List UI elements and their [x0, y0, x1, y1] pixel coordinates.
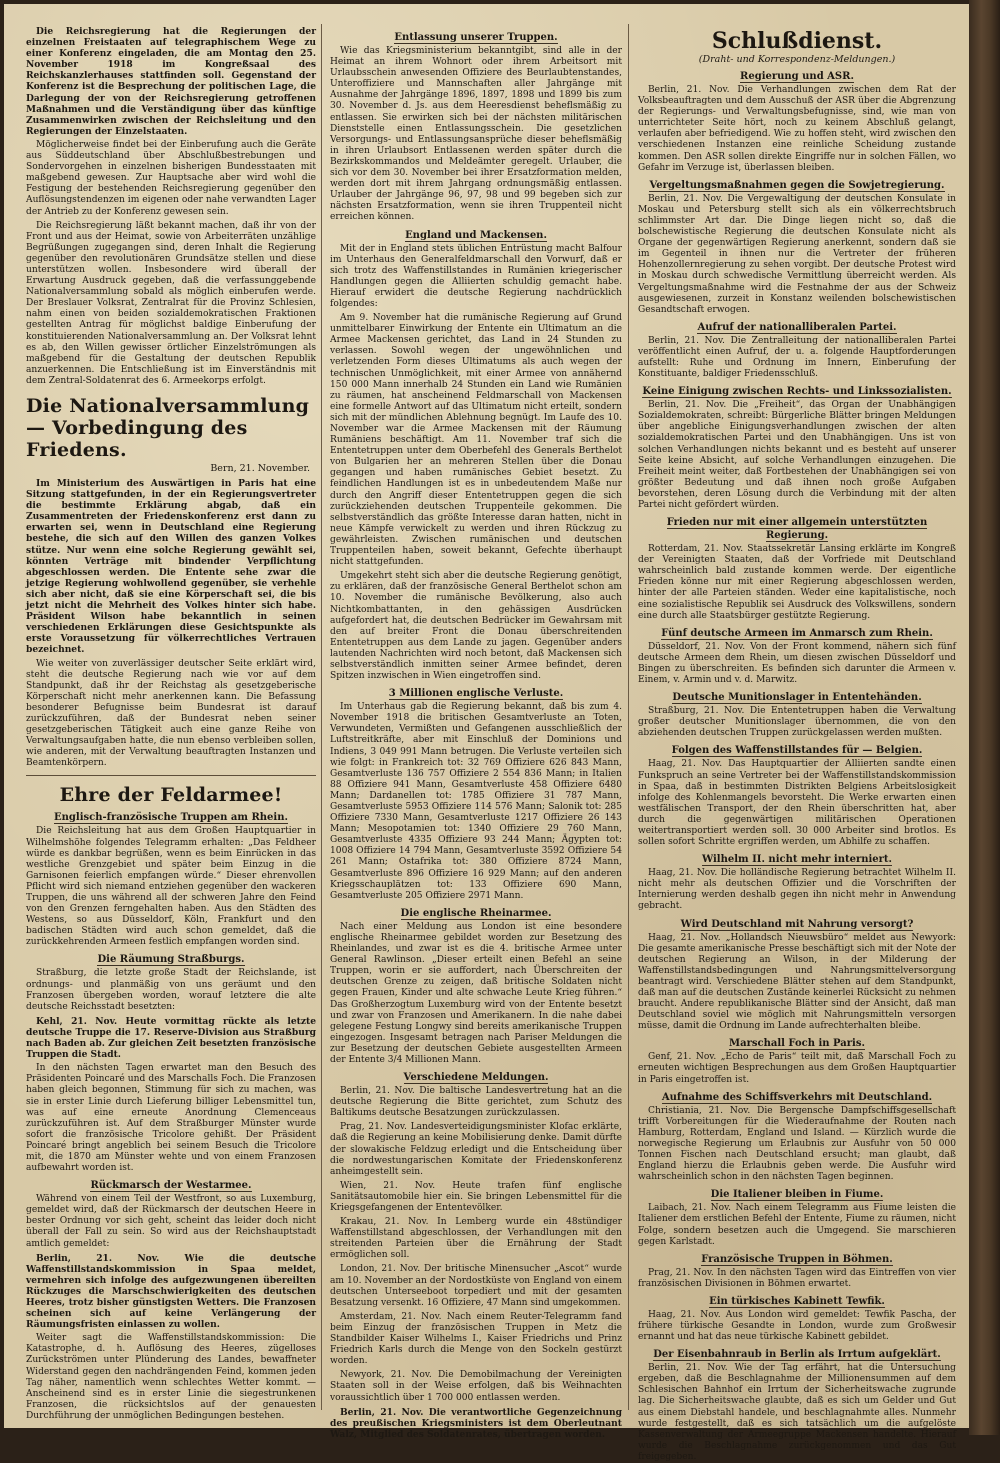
subhead: Verschiedene Meldungen.	[403, 1072, 549, 1084]
news-item-headline: Keine Einigung zwischen Rechts- und Linkssozialisten.	[642, 386, 952, 398]
subhead: Die englische Rheinarmee.	[400, 907, 552, 919]
news-item-headline: Fünf deutsche Armeen im Anmarsch zum Rhein.	[661, 627, 933, 639]
paragraph: Wie das Kriegsministerium bekanntgibt, sind alle in der Heimat an ihrem Wohnort oder ihrem Arbeitsort mit Urlaubsschein anwesenden Offiziere des Beurlaubtenstandes, Unteroffiziere und Mannschaften aller Jahrgänge mit Ausnahme der Jahrgänge 1896, 1897, 1898 und 1899 bis zum 30. November d. Js. aus dem Heeresdienst beheflsmäßig zu entlassen. Sie erwirken sich bei der nächsten militärischen Dienststelle einen Entlassungsschein. Die gesetzlichen Versorgungs- und Entlassungsansprüche dieser beheflsmäßig in ihren Urlaubsort Entlassenen werden später durch die Bezirkskommandos und Meldeämter geregelt. Urlauber, die sich vor dem 30. November bei ihrer Ersatzformation melden, werden dort mit ihrem Jahrgang ordnungsmäßig entlassen. Urlauber der Jahrgänge 96, 97, 98 und 99 begeben sich zur nächsten Ersatzformation, wenn sie ihren Truppenteil nicht erreichen können.	[330, 46, 622, 223]
paragraph: Am 9. November hat die rumänische Regierung auf Grund unmittelbarer Einwirkung der Entente ein Ultimatum an die Armee Mackensen gerichtet, das Land in 24 Stunden zu verlassen. Sowohl wegen der ungewöhnlichen und verletzenden Form dieses Ultimatums als auch wegen der technischen Unmöglichkeit, mit einer Armee von annähernd 150 000 Mann innerhalb 24 Stunden ein Land wie Rumänien zu räumen, hat anscheinend Feldmarschall von Mackensen eine formelle Antwort auf das Ultimatum nicht erteilt, sondern sich mit der mündlichen Ablehnung begnügt. Im Laufe des 10. November war die Armee Mackensen mit der Räumung Rumäniens beschäftigt. Am 11. November traf sich die Ententetruppen unter dem Oberbefehl des Generals Berthelot von Bulgarien her an mehreren Stellen über die Donau gegangen und haben rumänisches Gebiet besetzt. Zu feindlichen Handlungen ist es in unbedeutendem Maße nur durch den Angriff dieser Ententetruppen gegen die sich zurückziehenden deutschen Truppenteile gekommen. Die selbstverständlich das größte Interesse daran hatten, nicht in neue Kämpfe verwickelt zu werden und ihren Rückzug zu gewährleisten. Zwischen rumänischen und deutschen Truppenteilen haben, soweit bekannt, Gefechte überhaupt nicht stattgefunden.	[330, 313, 622, 568]
news-item-headline: Die Italiener bleiben in Fiume.	[710, 1189, 884, 1201]
news-item-text: Genf, 21. Nov. „Echo de Paris“ teilt mit, daß Marschall Foch zu erneuten wichtigen Besprechungen aus dem Großen Hauptquartier in Paris eingetroffen ist.	[638, 1052, 956, 1085]
paragraph: Weiter sagt die Waffenstillstandskommission: Die Katastrophe, d. h. Auflösung des Heeres, zügelloses Zurückströmen unter Plünderung des Landes, bewaffneter Widerstand gegen den nachdrängenden Feind, kommen jeden Tag näher, namentlich wenn schlechtes Wetter kommt. — Anscheinend sind es in erster Linie die siegestrunkenen Franzosen, die rücksichtslos auf der genauesten Durchführung der unmöglichen Bedingungen bestehen.	[26, 1333, 316, 1421]
divider	[26, 775, 316, 776]
book-binding	[969, 0, 1000, 1435]
news-item-text: Laibach, 21. Nov. Nach einem Telegramm aus Fiume leisten die Italiener dem erstlichen Befehl der Entente, Fiume zu räumen, nicht Folge, sondern besetzen auch die Umgegend. Sie marschieren gegen Karlstadt.	[638, 1203, 956, 1247]
news-item-text: Haag, 21. Nov. Die holländische Regierung betrachtet Wilhelm II. nicht mehr als deutschen Offizier und die Vorschriften der Internierung werden deshalb gegen ihn nicht mehr in Anwendung gebracht.	[638, 868, 956, 912]
news-item-text: Rotterdam, 21. Nov. Staatssekretär Lansing erklärte im Kongreß der Vereinigten Staaten, daß der Vorfriede mit Deutschland wahrscheinlich bald zustande kommen werde. Der eigentliche Frieden könne nur mit einer Regierung abgeschlossen werden, hinter der alle Parteien ständen. Weder eine kapitalistische, noch eine sozialistische Republik sei Ausdruck des Volkswillens, sondern eine durch alle Staatsbürger gestützte Regierung.	[638, 544, 956, 621]
paragraph: Wie weiter von zuverlässiger deutscher Seite erklärt wird, steht die deutsche Regierung nach wie vor auf dem Standpunkt, daß ihr der Reichstag als gesetzgeberische Körperschaft nicht mehr anerkennen kann. Die Befassung besonderer Befugnisse beim Bundesrat ist darauf zurückzuführen, daß der Bundesrat neben seiner gesetzgeberischen Tätigkeit auch eine ganze Reihe von Verwaltungsaufgaben hatte, die nun ebenso verbleiben sollen, wie anderen, mit der Verwaltung beauftragten Instanzen und Beamtenkörpern.	[26, 658, 316, 769]
paragraph: Im Ministerium des Auswärtigen in Paris hat eine Sitzung stattgefunden, in der ein Regierungsvertreter die bestimmte Erklärung abgab, daß ein Zusammentreten der Friedenskonferenz erst dann zu erwarten sei, wenn in Deutschland eine Regierung bestehe, die sich auf den Willen des ganzen Volkes stütze. Nur wenn eine solche Regierung gewählt sei, könnten Verträge mit bindender Verpflichtung abgeschlossen werden. Die Entente sehe zwar die jetzige Regierung wohlwollend gegenüber, sie verhehle sich aber nicht, daß sie eine Körperschaft sei, die bis jetzt nicht die Mehrheit des Volkes hinter sich habe. Präsident Wilson habe bekanntlich in seinen verschiedenen Erklärungen diese Gesichtspunkte als erste Voraussetzung für völkerrechtliches Vertrauen bezeichnet.	[26, 478, 316, 656]
paragraph: Kehl, 21. Nov. Heute vormittag rückte als letzte deutsche Truppe die 17. Reserve-Division aus Straßburg nach Baden ab. Zur gleichen Zeit besetzten französische Truppen die Stadt.	[26, 1015, 316, 1061]
paragraph: Straßburg, die letzte große Stadt der Reichslande, ist ordnungs- und planmäßig von uns geräumt und den Franzosen übergeben worden, worauf letztere die alte deutsche Reichsstadt besetzten:	[26, 968, 316, 1012]
news-item-text: Berlin, 21. Nov. Die Verhandlungen zwischen dem Rat der Volksbeauftragten und dem Ausschuß der ASR über die Abgrenzung der Regierungs- und Verwaltungsbefugnisse, sind, wie man von unterrichteter Seite hört, noch zu keinem Abschluß gelangt, verlaufen aber befriedigend. Wie zu hoffen steht, wird zwischen den verschiedenen Instanzen eine reinliche Scheidung zustande kommen. Den ASR sollen direkte Eingriffe nur in solchen Fällen, wo Gefahr im Verzuge ist, überlassen bleiben.	[638, 85, 956, 173]
news-item-text: Haag, 21. Nov. Das Hauptquartier der Alliierten sandte einen Funkspruch an seine Vertreter bei der Waffenstillstandskommission in Spaa, daß in bestimmten Distrikten Belgiens Arbeitslosigkeit infolge des Kohlenmangels bevorsteht. Die Werke erwarten einen westfälischen Transport, der den Rhein überschritten hat, aber durch die gegenwärtigen militärischen Operationen weitertransportiert werden soll. 30 000 Arbeiter sind brotlos. Es sollen sofort Schritte ergriffen werden, um Abhilfe zu schaffen.	[638, 759, 956, 848]
news-item-headline: Folgen des Waffenstillstandes für — Belgien.	[671, 745, 923, 757]
paragraph: Umgekehrt steht sich aber die deutsche Regierung genötigt, zu erklären, daß der französische General Berthelot schon am 10. November die rumänische Bevölkerung, also auch Nichtkombattanten, in den gehässigen Ausdrücken aufgefordert hat, die deutschen Bedrücker im Gewahrsam mit den auf breiter Front die Donau überschreitenden Ententetruppen aus dem Lande zu jagen. Gegenüber anders lautenden Nachrichten wird noch betont, daß Mackensen sich selbstverständlich inmitten seiner Armee befindet, deren Spitzen inzwischen in Wien eingetroffen sind.	[330, 571, 622, 682]
paragraph: Möglicherweise findet bei der Einberufung auch die Geräte aus Süddeutschland über Abschlußbestrebungen und Sondervorgehen in einzelnen bisherigen Bundesstaaten mit maßgebend gewesen. Zur Hauptsache aber wird wohl die Festigung der bestehenden Reichsregierung gegenüber den Auflösungstendenzen im eigenen oder nahe verwandten Lager der Antrieb zu der Konferenz gewesen sein.	[26, 139, 316, 217]
news-item-text: Düsseldorf, 21. Nov. Von der Front kommend, nähern sich fünf deutsche Armeen dem Rhein, um diesen zwischen Düsseldorf und Bingen zu überschreiten. Es befinden sich darunter die Armeen v. Einem, v. Armin und v. d. Marwitz.	[638, 641, 956, 686]
paragraph: Die Reichsleitung hat aus dem Großen Hauptquartier in Wilhelmshöhe folgendes Telegramm erhalten: „Das Feldheer würde es dankbar begrüßen, wenn es beim Einrücken in das westliche Grenzgebiet und später beim Einzug in die Garnisonen feierlich empfangen würde.“ Dieser ehrenvollen Pflicht wird sich niemand entziehen gegenüber den wackeren Truppen, die uns während all der schweren Jahre den Feind von den Grenzen ferngehalten haben. Aus den Städten des Westens, so aus Düsseldorf, Köln, Frankfurt und den badischen Städten wird auch schon gemeldet, daß die zurückkehrenden Armeen festlich empfangen worden sind.	[26, 826, 316, 948]
news-item-headline: Wird Deutschland mit Nahrung versorgt?	[680, 918, 914, 930]
paragraph: Die Reichsregierung hat die Regierungen der einzelnen Freistaaten auf telegraphischem Wege zu einer Konferenz eingeladen, die am Montag den 25. November 1918 im Kongreßsaal des Reichskanzlerhauses stattfinden soll. Gegenstand der Konferenz ist die Besprechung der politischen Lage, die Darlegung der von der Reichsregierung getroffenen Maßnahmen und die Verständigung über das künftige Zusammenwirken zwischen der Reichsleitung und den Regierungen der Einzelstaaten.	[26, 26, 316, 137]
paragraph: Krakau, 21. Nov. In Lemberg wurde ein 48stündiger Waffenstillstand abgeschlossen, der Verhandlungen mit den streitenden Parteien über die Ernährung der Stadt ermöglichen soll.	[330, 1217, 622, 1261]
paragraph: Mit der in England stets üblichen Entrüstung macht Balfour im Unterhaus den Generalfeldmarschall den Vorwurf, daß er sich trotz des Waffenstillstandes in Rumänien kriegerischer Handlungen gegen die Alliierten schuldig gemacht habe. Hierauf erwidert die deutsche Regierung nachdrücklich folgendes:	[330, 243, 622, 309]
news-item-text: Haag, 21. Nov. Aus London wird gemeldet: Tewfik Pascha, der frühere türkische Gesandte in London, wurde zum Großwesir ernannt und hat das neue türkische Kabinett gebildet.	[638, 1309, 956, 1343]
news-items	[638, 70, 956, 1463]
subhead: Entlassung unserer Truppen.	[394, 32, 558, 43]
paragraph: Prag, 21. Nov. Landesverteidigungsminister Klofac erklärte, daß die Regierung an keine Mobilisierung denke. Damit dürfte der slowakische Feldzug erledigt und die Entscheidung über die nordwestungarischen Komitate der Friedenskonferenz anheimgestellt sein.	[330, 1122, 622, 1177]
paragraph: Newyork, 21. Nov. Die Demobilmachung der Vereinigten Staaten soll in der Weise erfolgen, daß bis Weihnachten voraussichtlich über 1 700 000 entlassen werden.	[330, 1370, 622, 1403]
paragraph: Nach einer Meldung aus London ist eine besondere englische Rheinarmee gebildet worden zur Besetzung des Rheinlandes, und zwar ist es die 4. britische Armee unter General Rawlinson. „Dieser erteilt einen Befehl an seine Truppen, worin er sie auffordert, nach Überschreiten der deutschen Grenze zu zeigen, daß britische Soldaten nicht gegen Frauen, Kinder und alte schwache Leute Krieg führen.“ Das Großherzogtum Luxemburg wird von der Entente besetzt und zwar von Franzosen und Amerikanern. In die nahe dabei gelegene Festung Longwy sind bereits amerikanische Truppen eingezogen. Insgesamt betragen nach Pariser Meldungen die zur Besetzung der deutschen Gebiete ausgestellten Armeen der Entente 3/4 Millionen Mann.	[330, 921, 622, 1065]
news-item-text: Berlin, 21. Nov. Die Zentralleitung der nationalliberalen Partei veröffentlicht einen Aufruf, der u. a. folgende Hauptforderungen aufstellt: Ruhe und Ordnung im Innern, Einberufung der Konstituante, baldiger Friedensschluß.	[638, 335, 956, 380]
news-item-headline: Deutsche Munitionslager in Ententehänden.	[672, 692, 922, 704]
column-rule	[321, 24, 322, 1410]
subhead: Die Räumung Straßburgs.	[97, 954, 245, 966]
news-item-text: Haag, 21. Nov. „Hollandsch Nieuwsbüro“ meldet aus Newyork: Die gesamte amerikanische Presse beschäftigt sich mit der Note der deutschen Regierung an Wilson, in der Milderung der Waffenstillstandsbedingungen und Nahrungsmittelversorgung beantragt wird. Verschiedene Blätter stehen auf dem Standpunkt, daß man auf die deutschen Zustände keinerlei Rücksicht zu nehmen braucht. Andere republikanische Blätter sind der Ansicht, daß man Deutschland soviel wie möglich mit Nahrungsmitteln versorgen müsse, damit die Ordnung im Lande aufrechterhalten bleibe.	[638, 932, 956, 1032]
paragraph: London, 21. Nov. Der britische Minensucher „Ascot“ wurde am 10. November an der Nordostküste von England von einem deutschen Unterseeboot torpediert und mit der gesamten Besatzung versenkt. 16 Offiziere, 47 Mann sind umgekommen.	[330, 1264, 622, 1308]
news-item-text: Berlin, 21. Nov. Die „Freiheit“, das Organ der Unabhängigen Sozialdemokraten, schreibt: Bürgerliche Blätter bringen Meldungen über angebliche Einigungsverhandlungen zwischen der alten sozialdemokratischen Partei und den Unabhängigen. Uns ist von solchen Verhandlungen nichts bekannt und es besteht auf unserer Seite keine Absicht, auf solche Verhandlungen einzugehen. Die Freiheit meint weiter, daß Fortbestehen der Unabhängigen sei von größter Bedeutung und daß ihnen noch große Aufgaben bevorstehen, deren Lösung durch die Verbindung mit der alten Partei nicht gefördert würden.	[638, 400, 956, 510]
news-item-headline: Vergeltungsmaßnahmen gegen die Sowjetregierung.	[649, 179, 945, 191]
paragraph: Berlin, 21. Nov. Wie die deutsche Waffenstillstandskommission in Spaa meldet, vermehren sich infolge des aufgezwungenen übereilten Rückzuges die Marschschwierigkeiten des deutschen Heeres, trotz bisher günstigsten Wetters. Die Franzosen scheinen sich auf keine Verlängerung der Räumungsfristen einlassen zu wollen.	[26, 1252, 316, 1331]
dateline: Bern, 21. November.	[210, 463, 310, 474]
news-item-text: Prag, 21. Nov. In den nächsten Tagen wird das Eintreffen von vier französischen Divisionen in Böhmen erwartet.	[638, 1267, 956, 1289]
news-item-headline: Aufnahme des Schiffsverkehrs mit Deutschland.	[661, 1091, 933, 1103]
news-item-headline: Ein türkisches Kabinett Tewfik.	[709, 1295, 885, 1307]
news-item-headline: Regierung und ASR.	[740, 71, 854, 82]
news-item-text: Straßburg, 21. Nov. Die Ententetruppen haben die Verwaltung großer deutscher Munitionslager übernommen, die von den abziehenden deutschen Truppen zurückgelassen werden mußten.	[638, 706, 956, 739]
news-item-headline: Frieden nur mit einer allgemein unterstützten Regierung.	[666, 517, 928, 542]
news-item-headline: Der Eisenbahnraub in Berlin als Irrtum aufgeklärt.	[653, 1349, 941, 1361]
paragraph: Im Unterhaus gab die Regierung bekannt, daß bis zum 4. November 1918 die britischen Gesamtverluste an Toten, Verwundeten, Vermißten und Gefangenen ausschließlich der Luftstreitkräfte, aber mit Einschluß der Dominions und Indiens, 3 049 991 Mann betrugen. Die Verluste verteilen sich wie folgt: in Frankreich tot: 32 769 Offiziere 626 843 Mann, Gesamtverluste 136 757 Offiziere 2 554 836 Mann; in Italien 88 Offiziere 941 Mann, Gesamtverluste 458 Offiziere 6480 Mann; Dardanellen tot: 1785 Offiziere 31 787 Mann, Gesamtverluste 5953 Offiziere 114 576 Mann; Salonik tot: 285 Offiziere 7330 Mann, Gesamtverluste 1217 Offiziere 26 143 Mann; Mesopotamien tot: 1340 Offiziere 29 760 Mann, Gesamtverluste 4335 Offiziere 93 244 Mann; Ägypten tot: 1008 Offiziere 14 794 Mann, Gesamtverluste 3592 Offiziere 54 261 Mann; Ostafrika tot: 380 Offiziere 8724 Mann, Gesamtverluste 896 Offiziere 16 929 Mann; auf den anderen Kriegsschauplätzen tot: 133 Offiziere 690 Mann, Gesamtverluste 205 Offiziere 2971 Mann.	[330, 702, 622, 901]
column-2	[330, 26, 622, 1440]
paragraph: Berlin, 21. Nov. Die baltische Landesvertretung hat an die deutsche Regierung die Bitte gerichtet, zum Schutz des Baltikums deutsche Besatzungen zurückzulassen.	[330, 1086, 622, 1119]
news-item-headline: Aufruf der nationalliberalen Partei.	[697, 321, 897, 333]
column-rule	[628, 24, 629, 1410]
paragraph: Berlin, 21. Nov. Die verantwortliche Gegenzeichnung des preußischen Kriegsministers ist dem Oberleutnant Walz, Mitglied des Soldatenrates, übertragen worden.	[330, 1406, 622, 1440]
subhead: Englisch-französische Truppen am Rhein.	[54, 812, 288, 824]
paragraph: Während von einem Teil der Westfront, so aus Luxemburg, gemeldet wird, daß der Rückmarsch der deutschen Heere in bester Ordnung vor sich geht, scheint das leider doch nicht überall der Fall zu sein. So wird aus der Reichshauptstadt amtlich gemeldet:	[26, 1194, 316, 1249]
news-item-text: Berlin, 21. Nov. Die Vergewaltigung der deutschen Konsulate in Moskau und Petersburg stellt sich als ein völkerrechtsbruch schlimmster Art dar. Die Dinge liegen nicht so, daß die bolschewistische Regierung die deutschen Konsulate nicht als Organe der gegenwärtigen Regierung anerkennt, sondern daß sie im Gegenteil in ihnen nur die Vertreter der früheren Hohenzollernregierung zu sehen vorgibt. Der deutsche Protest wird in Moskau durch schwedische Vermittlung überreicht werden. Als Vergeltungsmaßnahme wird die Festnahme der aus der Schweiz ausgewiesenen, zurzeit in Konstanz weilenden bolschewistischen Gesandtschaft erwogen.	[638, 193, 956, 315]
section-subtitle: (Draht- und Korrespondenz-Meldungen.)	[698, 54, 896, 65]
news-item-headline: Französische Truppen in Böhmen.	[701, 1253, 893, 1265]
headline-feldarmee: Ehre der Feldarmee!	[59, 784, 283, 807]
subhead: England und Mackensen.	[405, 229, 547, 241]
news-item-headline: Marschall Foch in Paris.	[729, 1038, 865, 1050]
section-title: Schlußdienst.	[711, 28, 883, 54]
news-item-text: Berlin, 21. Nov. Wie der Tag erfährt, hat die Untersuchung ergeben, daß die Beschlagnahme der Millionensummen auf dem Schlesischen Bahnhof ein Irrtum der Sicherheitswache zugrunde lag. Die Sicherheitswache glaubte, daß es sich um Gelder und Gut aus einem Diebstahl handele, und beschlagnahmte alles. Nunmehr wurde festgestellt, daß es sich tatsächlich um die aufgelöste Kassenverwaltung der Armeegruppe Mackensen handelte. Hierauf wurde die Beschlagnahme zurückgenommen und das Gut freigegeben.	[638, 1363, 956, 1462]
paragraph: Wien, 21. Nov. Heute trafen fünf englische Sanitätsautomobile hier ein. Sie bringen Lebensmittel für die Kriegsgefangenen der Ententevölker.	[330, 1180, 622, 1213]
subhead: 3 Millionen englische Verluste.	[388, 688, 564, 700]
paragraph: In den nächsten Tagen erwartet man den Besuch des Präsidenten Poincaré und des Marschalls Foch. Die Franzosen haben gleich begonnen, Stimmung für sich zu machen, was sie in erster Linie durch Lieferung billiger Lebensmittel tun, was auf eine erneute Anordnung Clemenceaus zurückzuführen ist. Auf dem Straßburger Münster wurde sofort die französische Tricolore gehißt. Der Präsident Poincaré bringt angeblich bei seinem Besuch die Tricolore mit, die 1870 am Münster wehte und von einem Franzosen aufbewahrt worden ist.	[26, 1063, 316, 1174]
newspaper-page	[4, 4, 969, 1462]
news-item-text: Christiania, 21. Nov. Die Bergensche Dampfschiffsgesellschaft trifft Vorbereitungen für die Wiederaufnahme der Routen nach Hamburg, Rotterdam, England und Island. — Kürzlich wurde die norwegische Regierung um Erlaubnis zur Ausfuhr von 50 000 Tonnen Fischen nach Deutschland ersucht; man glaubt, daß England hierzu die Erlaubnis geben werde. Die Ausfuhr wird wahrscheinlich schon in den nächsten Tagen beginnen.	[638, 1105, 956, 1183]
subhead: Rückmarsch der Westarmee.	[90, 1180, 252, 1192]
column-1	[26, 26, 316, 1421]
headline-nationalversammlung: Die Nationalversammlung — Vorbedingung des Friedens.	[26, 395, 310, 461]
column-3	[638, 26, 956, 1462]
paragraph: Die Reichsregierung läßt bekannt machen, daß ihr von der Front und aus der Heimat, sowie von Arbeiterräten unzählige Begrüßungen zugegangen sind, deren Inhalt die Regierung gegenüber den revolutionären Grundsätze stellen und diese unterstützen wollen. Insbesondere wird überall der Erwartung Ausdruck gegeben, daß die verfassunggebende Nationalversammlung sobald als möglich einberufen werde. Der Breslauer Volksrat, Zentralrat für die Provinz Schlesien, nahm einen von beiden sozialdemokratischen Fraktionen gestellten Antrag für möglichst baldige Einberufung der konstituierenden Nationalversammlung an. Der Volksrat lehnt es ab, den Willen gewisser örtlicher Einzelströmungen als maßgebend für die Gestaltung der deutschen Republik anzuerkennen. Die Entschließung ist im Einverständnis mit dem Zentral-Soldatenrat des 6. Armeekorps erfolgt.	[26, 220, 316, 386]
intro-section	[26, 26, 316, 387]
news-item-headline: Wilhelm II. nicht mehr interniert.	[701, 854, 893, 866]
paragraph: Amsterdam, 21. Nov. Nach einem Reuter-Telegramm fand beim Einzug der französischen Truppen in Metz die Standbilder Kaiser Wilhelms I., Kaiser Friedrichs und Prinz Friedrich Karls durch die Menge von den Sockeln gestürzt worden.	[330, 1311, 622, 1367]
